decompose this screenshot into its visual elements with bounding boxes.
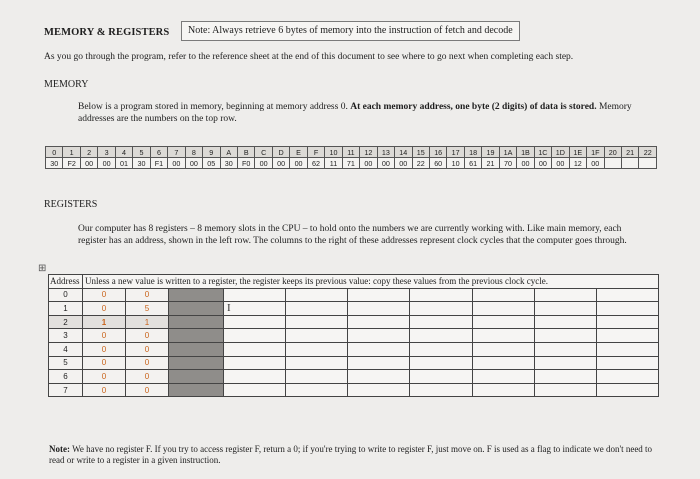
memory-address-cell: 1B	[517, 147, 534, 158]
register-cycle2-cell: 0	[126, 370, 169, 384]
register-cycle2-cell: 0	[126, 329, 169, 343]
register-empty-cell[interactable]	[410, 302, 472, 316]
register-empty-cell[interactable]	[286, 356, 348, 370]
memory-desc-plain: Below is a program stored in memory, beginning at memory address 0.	[78, 102, 348, 112]
memory-address-cell: 11	[342, 147, 359, 158]
register-cycle2-cell: 0	[126, 342, 169, 356]
memory-value-cell: 00	[185, 158, 202, 169]
text-cursor-icon: I	[227, 302, 231, 314]
register-empty-cell[interactable]	[410, 370, 472, 384]
memory-address-cell: 20	[604, 147, 621, 158]
register-empty-cell[interactable]	[410, 383, 472, 397]
register-empty-cell[interactable]	[286, 329, 348, 343]
registers-table	[48, 274, 659, 397]
register-empty-cell[interactable]	[286, 342, 348, 356]
memory-value-cell: F0	[237, 158, 254, 169]
register-cycle2-cell: 5	[126, 302, 169, 316]
memory-address-cell: 12	[360, 147, 377, 158]
register-empty-cell[interactable]	[286, 302, 348, 316]
register-empty-cell[interactable]	[286, 383, 348, 397]
memory-value-cell: 70	[499, 158, 516, 169]
register-empty-cell[interactable]	[534, 302, 596, 316]
instructions-text: As you go through the program, refer to the reference sheet at the end of this document to see where to go next when completing each step.	[44, 52, 574, 62]
registers-header-address: Address	[49, 275, 83, 289]
register-cycle1-cell: 0	[83, 356, 126, 370]
register-cycle1-cell: 1	[83, 315, 126, 329]
register-row	[49, 329, 659, 343]
footer-note	[49, 444, 659, 466]
register-blocked-cell[interactable]	[169, 302, 224, 316]
memory-address-cell: 1	[63, 147, 80, 158]
register-row	[49, 342, 659, 356]
register-address-cell: 7	[49, 383, 83, 397]
memory-value-cell: 00	[360, 158, 377, 169]
memory-address-cell: 1D	[552, 147, 569, 158]
memory-address-cell: 2	[80, 147, 97, 158]
memory-value-cell-empty	[639, 158, 657, 169]
memory-address-cell: 3	[98, 147, 115, 158]
memory-address-cell: F	[307, 147, 324, 158]
memory-address-cell: 13	[377, 147, 394, 158]
register-empty-cell[interactable]	[596, 356, 658, 370]
register-cycle1-cell: 0	[83, 329, 126, 343]
register-blocked-cell[interactable]	[169, 342, 224, 356]
memory-address-cell: 4	[115, 147, 132, 158]
register-blocked-cell[interactable]	[169, 370, 224, 384]
memory-address-cell: 1F	[587, 147, 604, 158]
register-cycle2-cell: 0	[126, 288, 169, 302]
memory-address-cell: 18	[464, 147, 481, 158]
register-empty-cell[interactable]	[534, 383, 596, 397]
register-row	[49, 302, 659, 316]
register-empty-cell[interactable]	[410, 315, 472, 329]
register-empty-cell[interactable]	[286, 315, 348, 329]
register-cycle1-cell: 0	[83, 302, 126, 316]
memory-value-row	[46, 158, 657, 169]
register-cycle2-cell: 0	[126, 383, 169, 397]
register-empty-cell[interactable]	[348, 383, 410, 397]
register-address-cell: 5	[49, 356, 83, 370]
register-empty-cell[interactable]	[286, 288, 348, 302]
register-empty-cell[interactable]	[534, 315, 596, 329]
register-empty-cell[interactable]	[224, 329, 286, 343]
memory-address-cell: 22	[639, 147, 657, 158]
memory-value-cell-empty	[621, 158, 638, 169]
register-empty-cell[interactable]	[472, 356, 534, 370]
register-address-cell: 2	[49, 315, 83, 329]
memory-table	[45, 146, 657, 169]
register-empty-cell[interactable]	[596, 383, 658, 397]
memory-address-cell: 19	[482, 147, 499, 158]
register-empty-cell[interactable]	[224, 342, 286, 356]
register-cycle2-cell: 1	[126, 315, 169, 329]
register-empty-cell[interactable]	[410, 356, 472, 370]
memory-value-cell-empty	[604, 158, 621, 169]
register-address-cell: 1	[49, 302, 83, 316]
register-empty-cell[interactable]	[348, 356, 410, 370]
memory-value-cell: 05	[203, 158, 220, 169]
memory-value-cell: 62	[307, 158, 324, 169]
register-row	[49, 315, 659, 329]
register-empty-cell[interactable]	[534, 288, 596, 302]
register-empty-cell[interactable]	[472, 315, 534, 329]
register-empty-cell[interactable]	[224, 302, 286, 316]
memory-desc-bold: At each memory address, one byte (2 digits) of data is stored.	[350, 102, 597, 112]
register-cycle1-cell: 0	[83, 383, 126, 397]
registers-header-row	[49, 275, 659, 289]
register-empty-cell[interactable]	[348, 370, 410, 384]
register-empty-cell[interactable]	[534, 342, 596, 356]
memory-value-cell: F2	[63, 158, 80, 169]
registers-title: REGISTERS	[44, 199, 98, 210]
register-cycle2-cell: 0	[126, 356, 169, 370]
memory-address-cell: C	[255, 147, 272, 158]
memory-value-cell: 61	[464, 158, 481, 169]
register-blocked-cell[interactable]	[169, 383, 224, 397]
section-title: MEMORY & REGISTERS	[44, 27, 170, 38]
register-empty-cell[interactable]	[224, 315, 286, 329]
register-cycle1-cell: 0	[83, 370, 126, 384]
register-row	[49, 356, 659, 370]
register-empty-cell[interactable]	[472, 288, 534, 302]
register-blocked-cell[interactable]	[169, 329, 224, 343]
table-move-icon[interactable]: ⊞	[38, 263, 47, 274]
register-blocked-cell[interactable]	[169, 288, 224, 302]
memory-address-row	[46, 147, 657, 158]
memory-value-cell: 11	[325, 158, 342, 169]
register-empty-cell[interactable]	[348, 315, 410, 329]
register-address-cell: 4	[49, 342, 83, 356]
memory-value-cell: 00	[552, 158, 569, 169]
register-address-cell: 6	[49, 370, 83, 384]
registers-header-note: Unless a new value is written to a register, the register keeps its previous value: copy these values from the previous clock cycle.	[83, 275, 659, 289]
memory-value-cell: 00	[587, 158, 604, 169]
memory-address-cell: 0	[46, 147, 63, 158]
memory-address-cell: 21	[621, 147, 638, 158]
register-cycle1-cell: 0	[83, 288, 126, 302]
memory-value-cell: 00	[272, 158, 289, 169]
register-empty-cell[interactable]	[596, 302, 658, 316]
register-empty-cell[interactable]	[224, 288, 286, 302]
register-empty-cell[interactable]	[596, 342, 658, 356]
register-address-cell: 3	[49, 329, 83, 343]
register-row	[49, 288, 659, 302]
memory-address-cell: 17	[447, 147, 464, 158]
memory-address-cell: B	[237, 147, 254, 158]
memory-description	[78, 102, 648, 125]
memory-address-cell: 5	[133, 147, 150, 158]
memory-address-cell: 1E	[569, 147, 586, 158]
register-blocked-cell[interactable]	[169, 315, 224, 329]
memory-value-cell: 01	[115, 158, 132, 169]
memory-value-cell: F1	[150, 158, 167, 169]
register-empty-cell[interactable]	[348, 329, 410, 343]
register-blocked-cell[interactable]	[169, 356, 224, 370]
register-empty-cell[interactable]	[472, 383, 534, 397]
memory-value-cell: 30	[220, 158, 237, 169]
memory-value-cell: 12	[569, 158, 586, 169]
memory-address-cell: 1C	[534, 147, 551, 158]
memory-address-cell: 14	[395, 147, 412, 158]
footer-note-label: Note:	[49, 444, 70, 454]
register-cycle1-cell: 0	[83, 342, 126, 356]
register-address-cell: 0	[49, 288, 83, 302]
memory-desc-tail: Memory addresses are the numbers on the top row.	[78, 102, 632, 124]
memory-value-cell: 00	[98, 158, 115, 169]
memory-value-cell: 10	[447, 158, 464, 169]
memory-value-cell: 00	[255, 158, 272, 169]
register-empty-cell[interactable]	[534, 356, 596, 370]
memory-value-cell: 00	[168, 158, 185, 169]
memory-title: MEMORY	[44, 79, 89, 90]
memory-address-cell: 8	[185, 147, 202, 158]
memory-value-cell: 21	[482, 158, 499, 169]
memory-value-cell: 30	[46, 158, 63, 169]
memory-value-cell: 71	[342, 158, 359, 169]
memory-address-cell: 9	[203, 147, 220, 158]
register-empty-cell[interactable]	[596, 315, 658, 329]
memory-address-cell: 16	[429, 147, 446, 158]
register-empty-cell[interactable]	[286, 370, 348, 384]
register-empty-cell[interactable]	[472, 342, 534, 356]
memory-value-cell: 00	[534, 158, 551, 169]
memory-value-cell: 00	[80, 158, 97, 169]
register-empty-cell[interactable]	[596, 288, 658, 302]
register-empty-cell[interactable]	[472, 302, 534, 316]
register-row	[49, 383, 659, 397]
register-empty-cell[interactable]	[224, 356, 286, 370]
memory-address-cell: 6	[150, 147, 167, 158]
memory-value-cell: 00	[395, 158, 412, 169]
memory-value-cell: 00	[377, 158, 394, 169]
register-empty-cell[interactable]	[596, 370, 658, 384]
register-empty-cell[interactable]	[472, 329, 534, 343]
fetch-note-box: Note: Always retrieve 6 bytes of memory into the instruction of fetch and decode	[181, 21, 520, 41]
register-empty-cell[interactable]	[534, 329, 596, 343]
register-empty-cell[interactable]	[348, 302, 410, 316]
memory-value-cell: 60	[429, 158, 446, 169]
memory-value-cell: 00	[290, 158, 307, 169]
register-empty-cell[interactable]	[596, 329, 658, 343]
memory-address-cell: D	[272, 147, 289, 158]
register-empty-cell[interactable]	[410, 288, 472, 302]
register-empty-cell[interactable]	[224, 370, 286, 384]
memory-value-cell: 30	[133, 158, 150, 169]
memory-address-cell: 10	[325, 147, 342, 158]
footer-note-text: We have no register F. If you try to access register F, return a 0; if you're trying to write to register F, just move on. F is used as a flag to indicate we don't need to read or write to a register in a given instruction.	[49, 444, 653, 465]
memory-address-cell: 1A	[499, 147, 516, 158]
memory-address-cell: E	[290, 147, 307, 158]
register-empty-cell[interactable]	[534, 370, 596, 384]
register-empty-cell[interactable]	[410, 329, 472, 343]
registers-description: Our computer has 8 registers – 8 memory slots in the CPU – to hold onto the numbers we are currently working with. Like main memory, each register has an address, shown in the left row. The columns to the right of these addresses represent clock cycles that the computer goes through.	[78, 224, 627, 246]
memory-address-cell: A	[220, 147, 237, 158]
register-empty-cell[interactable]	[224, 383, 286, 397]
register-empty-cell[interactable]	[472, 370, 534, 384]
register-empty-cell[interactable]	[348, 342, 410, 356]
memory-address-cell: 7	[168, 147, 185, 158]
memory-value-cell: 00	[517, 158, 534, 169]
register-row	[49, 370, 659, 384]
memory-address-cell: 15	[412, 147, 429, 158]
register-empty-cell[interactable]	[410, 342, 472, 356]
register-empty-cell[interactable]	[348, 288, 410, 302]
memory-value-cell: 22	[412, 158, 429, 169]
